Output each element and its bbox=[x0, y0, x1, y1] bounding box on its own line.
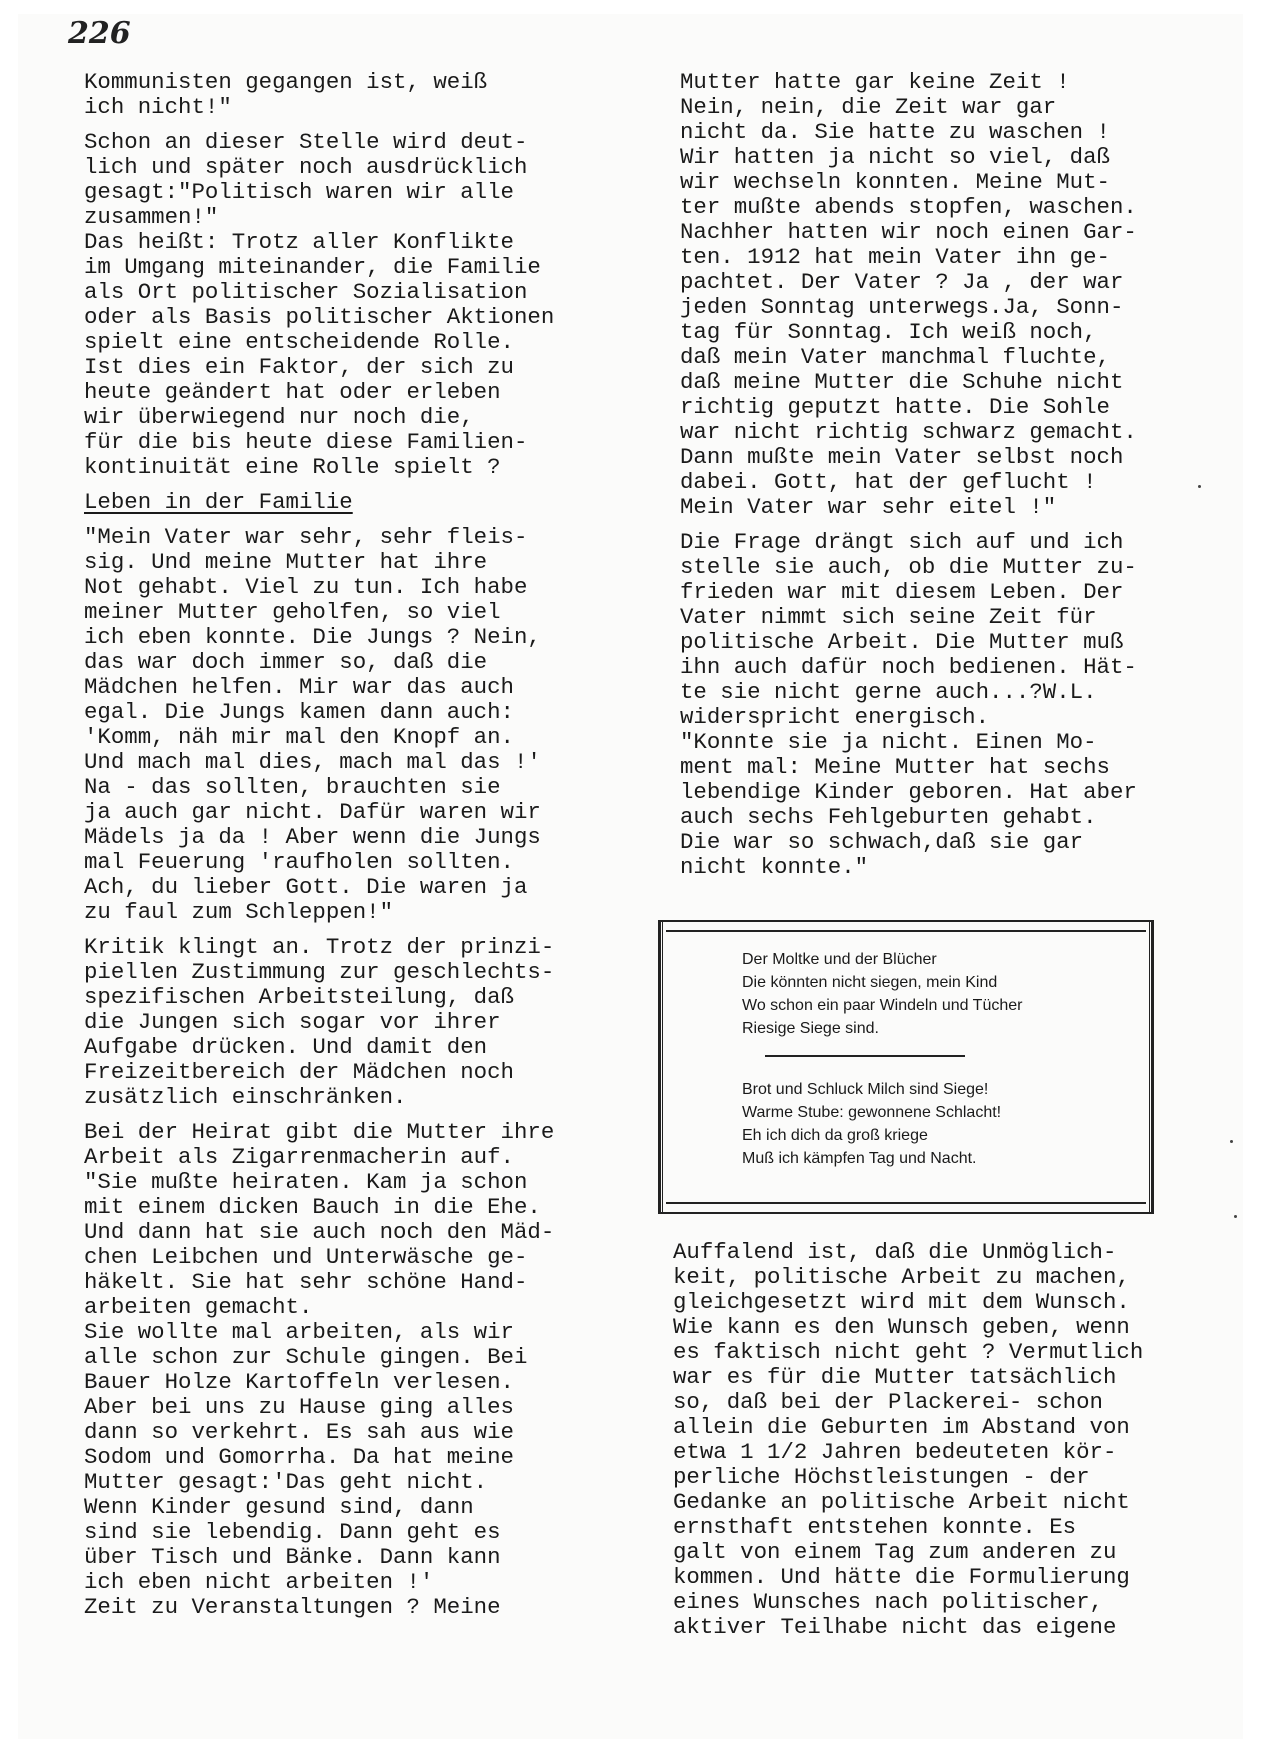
text-line: ich eben nicht arbeiten !' bbox=[84, 1569, 434, 1595]
text-line: richtig geputzt hatte. Die Sohle bbox=[680, 394, 1110, 420]
text-line: für die bis heute diese Familien- bbox=[84, 429, 528, 455]
text-line: oder als Basis politischer Aktionen bbox=[84, 304, 555, 330]
text-line: eines Wunsches nach politischer, bbox=[673, 1589, 1103, 1615]
text-line: Na - das sollten, brauchten sie bbox=[84, 774, 501, 800]
text-line: mal Feuerung 'raufholen sollten. bbox=[84, 849, 514, 875]
text-line: lebendige Kinder geboren. Hat aber bbox=[680, 779, 1137, 805]
left-column bbox=[84, 70, 554, 1620]
text-line: Freizeitbereich der Mädchen noch bbox=[84, 1059, 514, 1085]
text-line: meiner Mutter geholfen, so viel bbox=[84, 599, 501, 625]
text-line: kommen. Und hätte die Formulierung bbox=[673, 1564, 1130, 1590]
scan-speck bbox=[1234, 1215, 1237, 1218]
poem-divider bbox=[765, 1055, 965, 1057]
poem-line: Eh ich dich da groß kriege bbox=[742, 1127, 928, 1144]
text-line: sig. Und meine Mutter hat ihre bbox=[84, 549, 488, 575]
text-line: Das heißt: Trotz aller Konflikte bbox=[84, 229, 514, 255]
text-line: alle schon zur Schule gingen. Bei bbox=[84, 1344, 528, 1370]
text-line: Und mach mal dies, mach mal das !' bbox=[84, 749, 541, 775]
text-line: Sie wollte mal arbeiten, als wir bbox=[84, 1319, 514, 1345]
text-line: ihn auch dafür noch bedienen. Hät- bbox=[680, 654, 1137, 680]
text-line: lich und später noch ausdrücklich bbox=[84, 154, 528, 180]
text-line: Nachher hatten wir noch einen Gar- bbox=[680, 219, 1137, 245]
text-line: wir überwiegend nur noch die, bbox=[84, 404, 474, 430]
text-line: galt von einem Tag zum anderen zu bbox=[673, 1539, 1117, 1565]
text-line: Bei der Heirat gibt die Mutter ihre bbox=[84, 1119, 555, 1145]
text-line: Mädels ja da ! Aber wenn die Jungs bbox=[84, 824, 541, 850]
text-line: zusätzlich einschränken. bbox=[84, 1084, 407, 1110]
text-line: zusammen!" bbox=[84, 204, 219, 230]
poem-line: Brot und Schluck Milch sind Siege! bbox=[742, 1081, 989, 1098]
text-line: "Sie mußte heiraten. Kam ja schon bbox=[84, 1169, 528, 1195]
text-line: Ach, du lieber Gott. Die waren ja bbox=[84, 874, 528, 900]
text-line: mit einem dicken Bauch in die Ehe. bbox=[84, 1194, 541, 1220]
text-line: ja auch gar nicht. Dafür waren wir bbox=[84, 799, 541, 825]
text-line: piellen Zustimmung zur geschlechts- bbox=[84, 959, 555, 985]
text-line: Sodom und Gomorrha. Da hat meine bbox=[84, 1444, 514, 1470]
text-line: Aufgabe drücken. Und damit den bbox=[84, 1034, 488, 1060]
text-line: Auffalend ist, daß die Unmöglich- bbox=[673, 1239, 1117, 1265]
text-line: die Jungen sich sogar vor ihrer bbox=[84, 1009, 501, 1035]
text-line: spielt eine entscheidende Rolle. bbox=[84, 329, 514, 355]
text-line: Mutter gesagt:'Das geht nicht. bbox=[84, 1469, 488, 1495]
text-line: sind sie lebendig. Dann geht es bbox=[84, 1519, 501, 1545]
text-line: ment mal: Meine Mutter hat sechs bbox=[680, 754, 1110, 780]
text-line: aktiver Teilhabe nicht das eigene bbox=[673, 1614, 1117, 1640]
text-line: Not gehabt. Viel zu tun. Ich habe bbox=[84, 574, 528, 600]
text-line: 'Komm, näh mir mal den Knopf an. bbox=[84, 724, 514, 750]
text-line: war nicht richtig schwarz gemacht. bbox=[680, 419, 1137, 445]
text-line: Schon an dieser Stelle wird deut- bbox=[84, 129, 528, 155]
text-line: ich nicht!" bbox=[84, 94, 232, 120]
text-line: war es für die Mutter tatsächlich bbox=[673, 1364, 1117, 1390]
text-line: Die Frage drängt sich auf und ich bbox=[680, 529, 1124, 555]
text-line: egal. Die Jungs kamen dann auch: bbox=[84, 699, 514, 725]
text-line: politische Arbeit. Die Mutter muß bbox=[680, 629, 1124, 655]
text-line: Wir hatten ja nicht so viel, daß bbox=[680, 144, 1110, 170]
text-line: dann so verkehrt. Es sah aus wie bbox=[84, 1419, 514, 1445]
text-line: daß mein Vater manchmal fluchte, bbox=[680, 344, 1110, 370]
text-line: es faktisch nicht geht ? Vermutlich bbox=[673, 1339, 1144, 1365]
text-line: arbeiten gemacht. bbox=[84, 1294, 313, 1320]
text-line: im Umgang miteinander, die Familie bbox=[84, 254, 541, 280]
text-line: Kritik klingt an. Trotz der prinzi- bbox=[84, 934, 555, 960]
text-line: ter mußte abends stopfen, waschen. bbox=[680, 194, 1137, 220]
text-line: das war doch immer so, daß die bbox=[84, 649, 488, 675]
text-line: Mutter hatte gar keine Zeit ! bbox=[680, 69, 1070, 95]
text-line: Kommunisten gegangen ist, weiß bbox=[84, 69, 488, 95]
text-line: Die war so schwach,daß sie gar bbox=[680, 829, 1084, 855]
text-line: chen Leibchen und Unterwäsche ge- bbox=[84, 1244, 528, 1270]
text-line: pachtet. Der Vater ? Ja , der war bbox=[680, 269, 1124, 295]
text-line: heute geändert hat oder erleben bbox=[84, 379, 501, 405]
text-line: Wie kann es den Wunsch geben, wenn bbox=[673, 1314, 1130, 1340]
text-line: über Tisch und Bänke. Dann kann bbox=[84, 1544, 501, 1570]
text-line: perliche Höchstleistungen - der bbox=[673, 1464, 1090, 1490]
text-line: auch sechs Fehlgeburten gehabt. bbox=[680, 804, 1097, 830]
scan-speck bbox=[1230, 1140, 1233, 1143]
text-line: kontinuität eine Rolle spielt ? bbox=[84, 454, 501, 480]
text-line: spezifischen Arbeitsteilung, daß bbox=[84, 984, 514, 1010]
text-line: als Ort politischer Sozialisation bbox=[84, 279, 528, 305]
text-line: gesagt:"Politisch waren wir alle bbox=[84, 179, 514, 205]
text-line: Mädchen helfen. Mir war das auch bbox=[84, 674, 514, 700]
text-line: gleichgesetzt wird mit dem Wunsch. bbox=[673, 1289, 1130, 1315]
text-line: häkelt. Sie hat sehr schöne Hand- bbox=[84, 1269, 528, 1295]
poem-line: Riesige Siege sind. bbox=[742, 1020, 879, 1037]
text-line: Gedanke an politische Arbeit nicht bbox=[673, 1489, 1130, 1515]
text-line: tag für Sonntag. Ich weiß noch, bbox=[680, 319, 1097, 345]
text-line: Vater nimmt sich seine Zeit für bbox=[680, 604, 1097, 630]
text-line: allein die Geburten im Abstand von bbox=[673, 1414, 1130, 1440]
text-line: widerspricht energisch. bbox=[680, 704, 990, 730]
text-line: daß meine Mutter die Schuhe nicht bbox=[680, 369, 1124, 395]
text-line: etwa 1 1/2 Jahren bedeuteten kör- bbox=[673, 1439, 1117, 1465]
poem-line: Die könnten nicht siegen, mein Kind bbox=[742, 974, 998, 991]
text-line: nicht konnte." bbox=[680, 854, 869, 880]
text-line: Mein Vater war sehr eitel !" bbox=[680, 494, 1057, 520]
text-line: zu faul zum Schleppen!" bbox=[84, 899, 394, 925]
text-line: te sie nicht gerne auch...?W.L. bbox=[680, 679, 1097, 705]
poem-stanza-2 bbox=[742, 1078, 1001, 1170]
text-line: Zeit zu Veranstaltungen ? Meine bbox=[84, 1594, 501, 1620]
text-line: ich eben konnte. Die Jungs ? Nein, bbox=[84, 624, 541, 650]
text-line: "Mein Vater war sehr, sehr fleis- bbox=[84, 524, 528, 550]
text-line: Und dann hat sie auch noch den Mäd- bbox=[84, 1219, 555, 1245]
poem-line: Der Moltke und der Blücher bbox=[742, 951, 937, 968]
text-line: so, daß bei der Plackerei- schon bbox=[673, 1389, 1103, 1415]
text-line: Nein, nein, die Zeit war gar bbox=[680, 94, 1057, 120]
scan-speck bbox=[1198, 485, 1201, 488]
poem-line: Wo schon ein paar Windeln und Tücher bbox=[742, 997, 1023, 1014]
text-line: nicht da. Sie hatte zu waschen ! bbox=[680, 119, 1110, 145]
text-line: ernsthaft entstehen konnte. Es bbox=[673, 1514, 1077, 1540]
poem-line: Muß ich kämpfen Tag und Nacht. bbox=[742, 1150, 977, 1167]
text-line: wir wechseln konnten. Meine Mut- bbox=[680, 169, 1110, 195]
text-line: Ist dies ein Faktor, der sich zu bbox=[84, 354, 514, 380]
text-line: Aber bei uns zu Hause ging alles bbox=[84, 1394, 514, 1420]
text-line: "Konnte sie ja nicht. Einen Mo- bbox=[680, 729, 1097, 755]
text-line: frieden war mit diesem Leben. Der bbox=[680, 579, 1124, 605]
text-line: ten. 1912 hat mein Vater ihn ge- bbox=[680, 244, 1110, 270]
text-line: keit, politische Arbeit zu machen, bbox=[673, 1264, 1130, 1290]
text-line: stelle sie auch, ob die Mutter zu- bbox=[680, 554, 1137, 580]
right-column-bottom bbox=[673, 1240, 1143, 1640]
text-line: Wenn Kinder gesund sind, dann bbox=[84, 1494, 474, 1520]
right-column-top bbox=[680, 70, 1137, 880]
text-line: Bauer Holze Kartoffeln verlesen. bbox=[84, 1369, 514, 1395]
text-line: dabei. Gott, hat der geflucht ! bbox=[680, 469, 1097, 495]
poem-line: Warme Stube: gewonnene Schlacht! bbox=[742, 1104, 1002, 1121]
text-line: Dann mußte mein Vater selbst noch bbox=[680, 444, 1124, 470]
page-number: 226 bbox=[68, 16, 131, 51]
text-line: Arbeit als Zigarrenmacherin auf. bbox=[84, 1144, 514, 1170]
section-heading: Leben in der Familie bbox=[84, 489, 353, 515]
text-line: jeden Sonntag unterwegs.Ja, Sonn- bbox=[680, 294, 1124, 320]
poem-stanza-1 bbox=[742, 948, 1022, 1040]
